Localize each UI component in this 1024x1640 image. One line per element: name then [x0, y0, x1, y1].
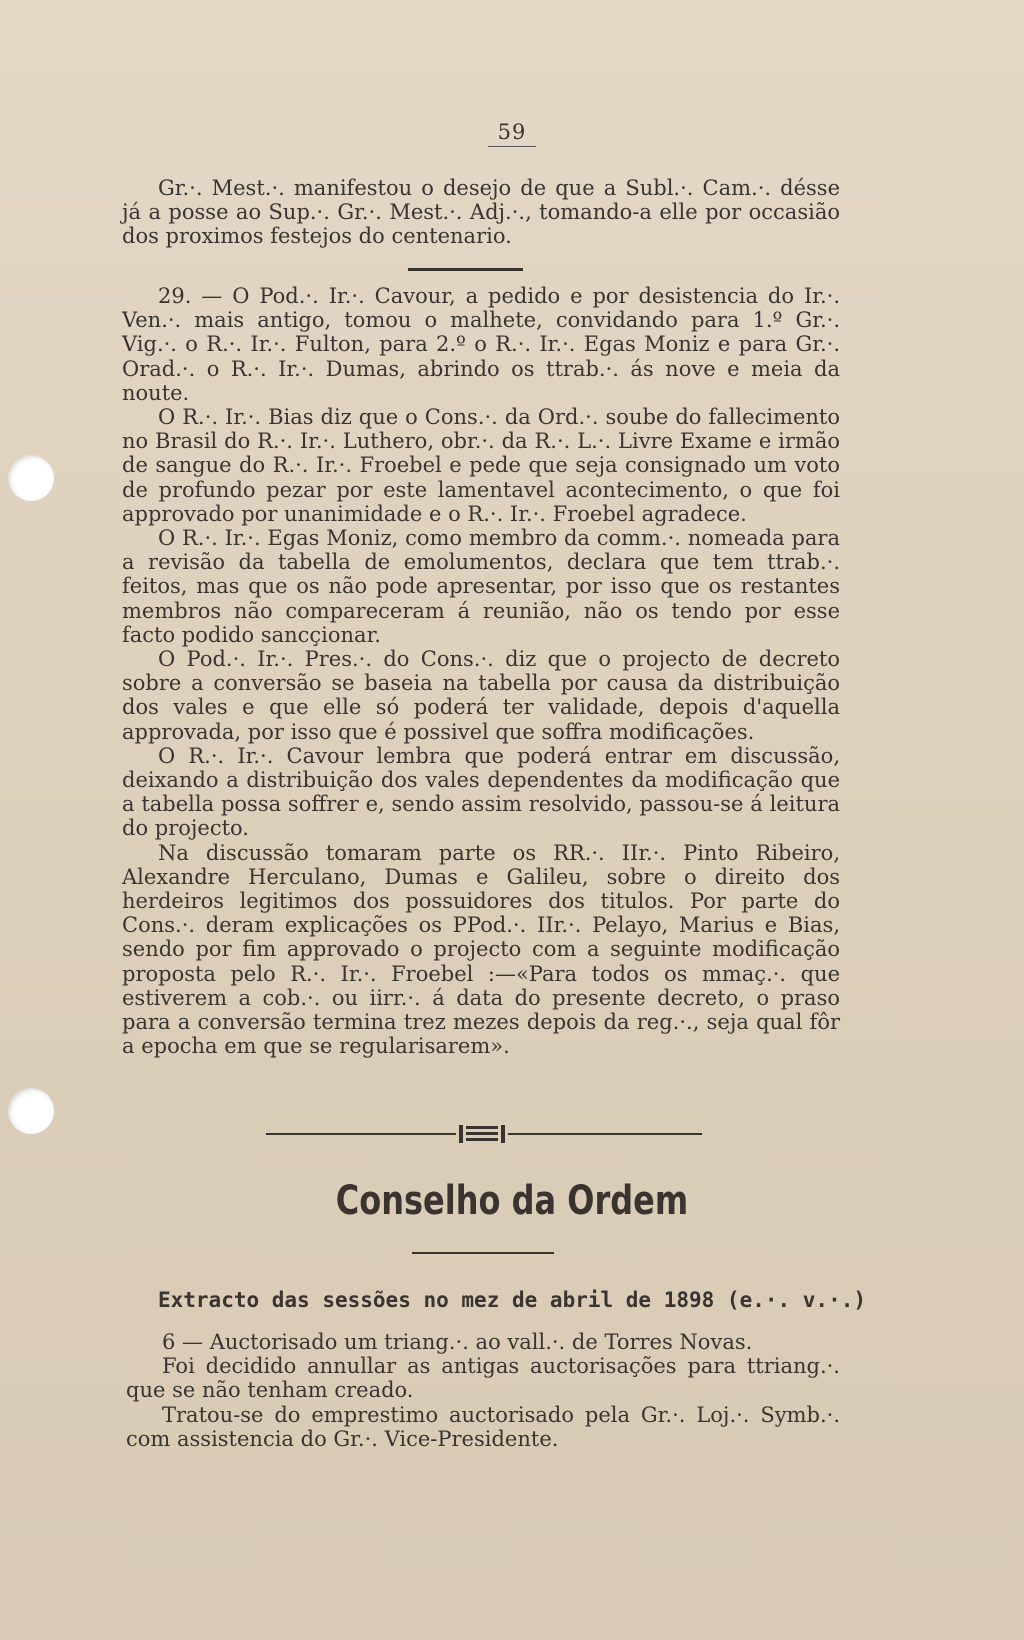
paragraph: O Pod.·. Ir.·. Pres.·. do Cons.·. diz que o projecto de decreto sobre a conversão se baseia na tabella por causa da distribuição dos vales e que elle só poderá ter validade, depois d'aquella approvada, por isso que é possivel que soffra modificações. — [122, 647, 840, 744]
binder-hole-bottom — [8, 1088, 54, 1134]
ornamental-divider — [266, 1122, 702, 1146]
paragraph: O R.·. Ir.·. Egas Moniz, como membro da comm.·. nomeada para a revisão da tabella de emolumentos, declara que tem ttrab.·. feitos, mas que os não pode apresentar, por isso que os restantes membros não compareceram á reunião, não os tendo por esse facto podido sancçionar. — [122, 526, 840, 647]
paragraph: Foi decidido annullar as antigas auctorisações para ttriang.·. que se não tenham creado. — [126, 1354, 840, 1403]
paragraph: 6 — Auctorisado um triang.·. ao vall.·. de Torres Novas. — [162, 1330, 753, 1354]
paragraph: O R.·. Ir.·. Cavour lembra que poderá entrar em discussão, deixando a distribuição dos vales dependentes da modificação que a tabella possa soffrer e, sendo assim resolvido, passou-se á leitura do projecto. — [122, 743, 840, 841]
paragraph: 29. — O Pod.·. Ir.·. Cavour, a pedido e por desistencia do Ir.·. Ven.·. mais antigo, tomou o malhete, convidando para 1.º Gr.·. Vig.·. o R.·. Ir.·. Fulton, para 2.º o R.·. Ir.·. Egas Moniz e para Gr.·. Orad.·. o R.·. Ir.·. Dumas, abrindo os ttrab.·. ás nove e meia da noute. — [122, 284, 840, 405]
title-underline — [412, 1252, 554, 1254]
section-title: Conselho da Ordem — [335, 1178, 689, 1224]
session-29-block — [122, 284, 840, 1059]
text-block-top — [122, 176, 840, 249]
short-divider — [408, 268, 523, 271]
page-number: 59 — [0, 120, 1024, 144]
session-6-block — [126, 1330, 840, 1451]
binder-hole-top — [8, 455, 54, 501]
paragraph: Na discussão tomaram parte os RR.·. IIr.·. Pinto Ribeiro, Alexandre Herculano, Dumas e Galileu, sobre o direito dos herdeiros legitimos dos possuidores dos titulos. Por parte do Cons.·. deram explicações os PPod.·. IIr.·. Pelayo, Marius e Bias, sendo por fim approvado o projecto com a seguinte modificação proposta pelo R.·. Ir.·. Froebel :—«Para todos os mmaç.·. que estiverem a cob.·. ou iirr.·. á data do presente decreto, o praso para a conversão termina trez mezes depois da reg.·., seja qual fôr a epocha em que se regularisarem». — [122, 840, 840, 1059]
paragraph: Tratou-se do emprestimo auctorisado pela Gr.·. Loj.·. Symb.·. com assistencia do Gr.·. Vice-Presidente. — [126, 1402, 840, 1451]
paragraph: Gr.·. Mest.·. manifestou o desejo de que a Subl.·. Cam.·. désse já a posse ao Sup.·. Gr.·. Mest.·. Adj.·., tomando-a elle por occasião dos proximos festejos do centenario. — [122, 176, 840, 249]
section-subtitle: Extracto das sessões no mez de abril de 1898 (e.·. v.·.) — [157, 1288, 866, 1312]
paragraph: O R.·. Ir.·. Bias diz que o Cons.·. da Ord.·. soube do fallecimento no Brasil do R.·. Ir.·. Luthero, obr.·. da R.·. L.·. Livre Exame e irmão de sangue do R.·. Ir.·. Froebel e pede que seja consignado um voto de profundo pezar por este lamentavel acontecimento, o que foi approvado por unanimidade e o R.·. Ir.·. Froebel agradece. — [122, 405, 840, 526]
